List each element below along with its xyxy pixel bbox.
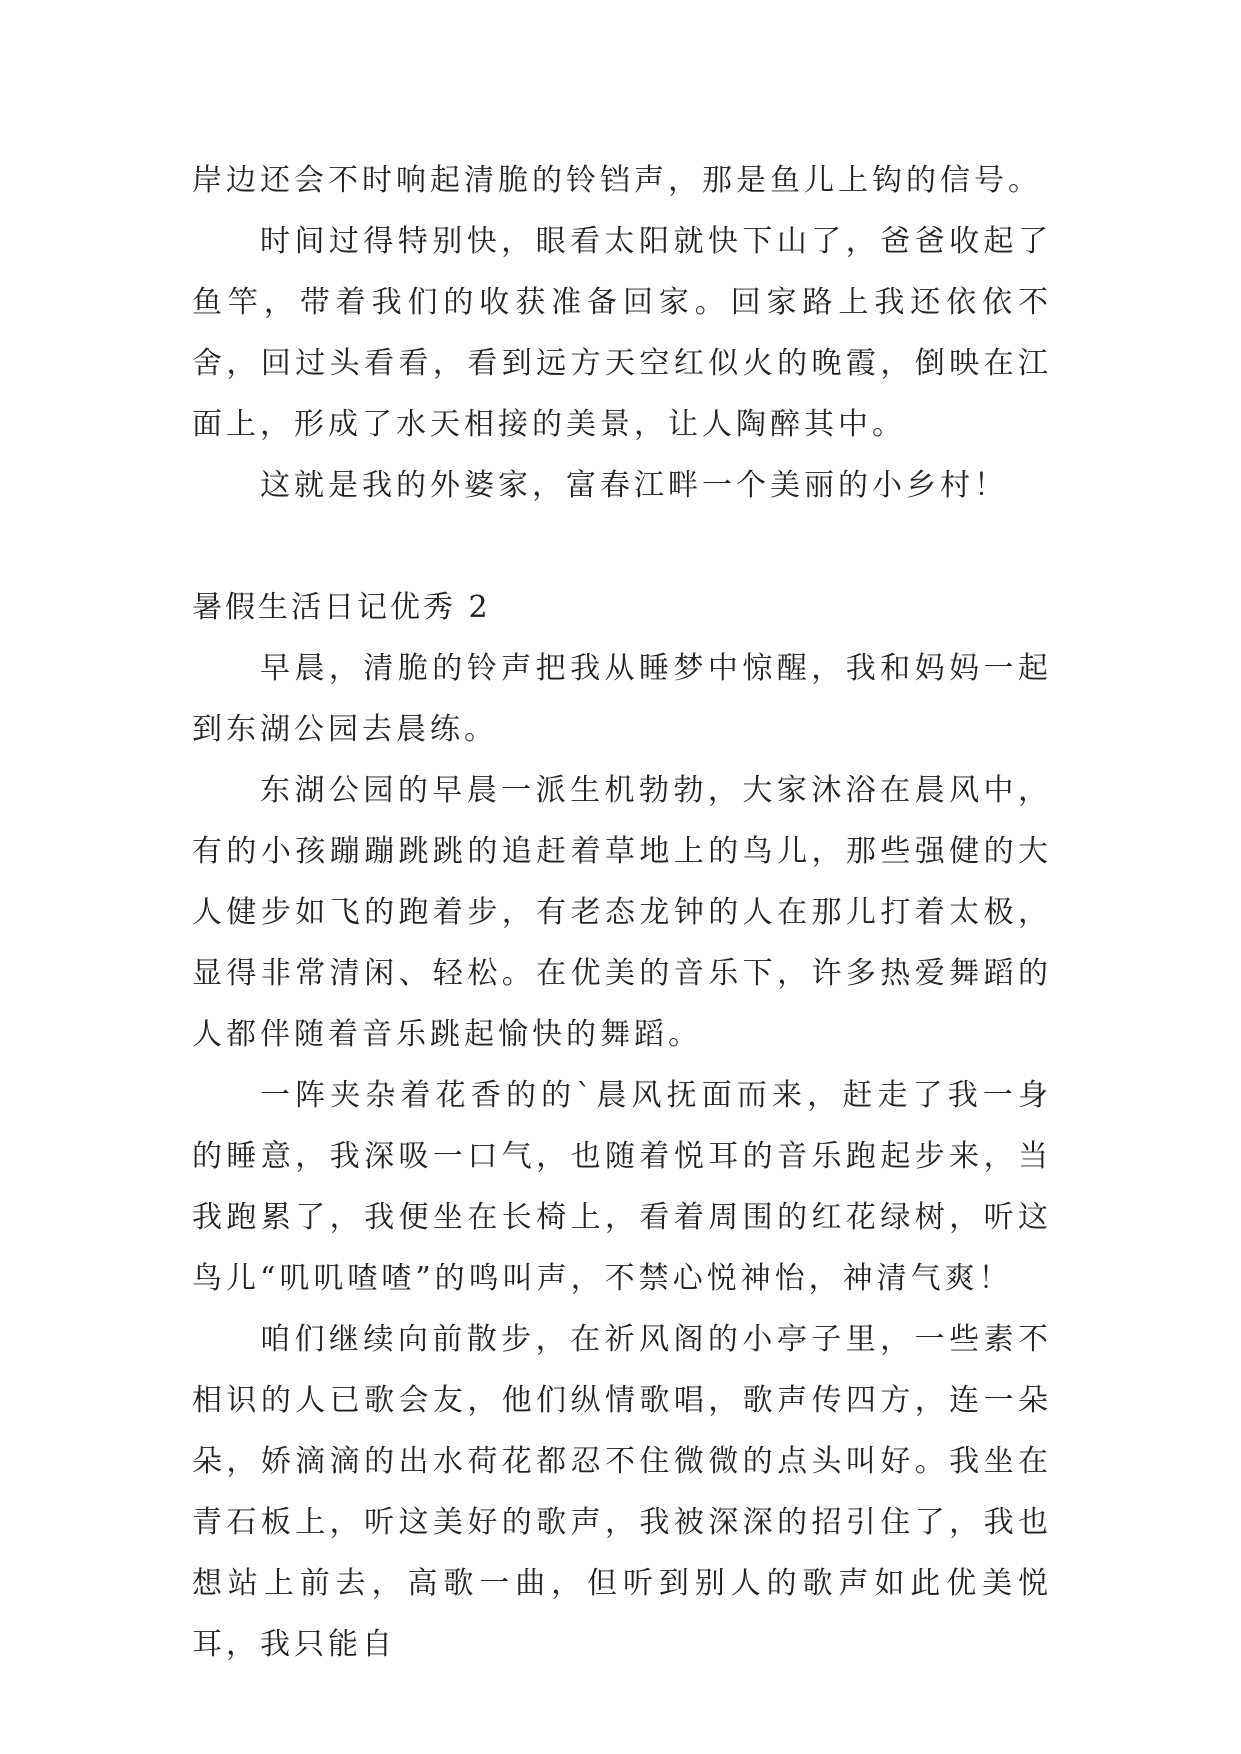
- paragraph: 早晨，清脆的铃声把我从睡梦中惊醒，我和妈妈一起到东湖公园去晨练。: [192, 651, 1052, 747]
- document-body: [192, 150, 1052, 1675]
- paragraph: 咱们继续向前散步，在祈风阁的小亭子里，一些素不相识的人已歌会友，他们纵情歌唱，歌声传四方，连一朵朵，娇滴滴的出水荷花都忍不住微微的点头叫好。我坐在青石板上，听这美好的歌声，我被深深的招引住了，我也想站上前去，高歌一曲，但听到别人的歌声如此优美悦耳，我只能自: [192, 1322, 1052, 1662]
- section-title: 暑假生活日记优秀 2: [192, 590, 491, 625]
- paragraph: 一阵夹杂着花香的的`晨风抚面而来，赶走了我一身的睡意，我深吸一口气，也随着悦耳的音乐跑起步来，当我跑累了，我便坐在长椅上，看着周围的红花绿树，听这鸟儿“叽叽喳喳”的鸣叫声，不禁心悦神怡，神清气爽！: [192, 1078, 1052, 1296]
- section-spacer: [192, 516, 1052, 577]
- paragraph: 时间过得特别快，眼看太阳就快下山了，爸爸收起了鱼竿，带着我们的收获准备回家。回家路上我还依依不舍，回过头看看，看到远方天空红似火的晚霞，倒映在江面上，形成了水天相接的美景，让人陶醉其中。: [192, 224, 1052, 442]
- paragraph: 这就是我的外婆家，富春江畔一个美丽的小乡村！: [260, 468, 1008, 503]
- paragraph-continuation: 岸边还会不时响起清脆的铃铛声，那是鱼儿上钩的信号。: [192, 163, 1042, 198]
- paragraph: 东湖公园的早晨一派生机勃勃，大家沐浴在晨风中，有的小孩蹦蹦跳跳的追赶着草地上的鸟儿，那些强健的大人健步如飞的跑着步，有老态龙钟的人在那儿打着太极，显得非常清闲、轻松。在优美的音乐下，许多热爱舞蹈的人都伴随着音乐跳起愉快的舞蹈。: [192, 773, 1052, 1052]
